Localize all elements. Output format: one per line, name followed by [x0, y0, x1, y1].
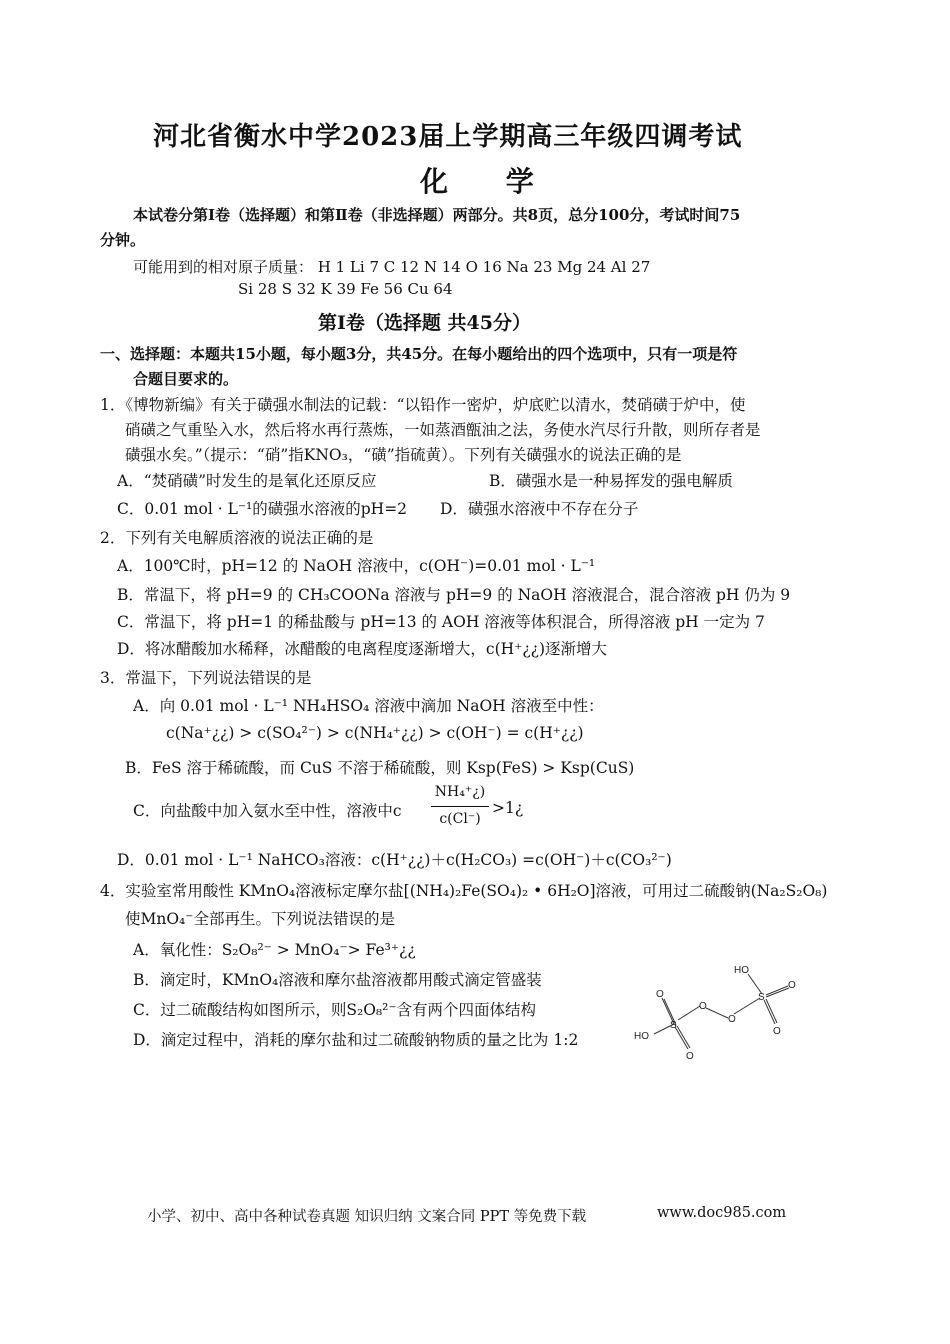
subject-title: 化 学: [420, 165, 558, 198]
q3-option-c-numerator: NH₄⁺¿): [434, 784, 486, 800]
q2-stem: 2．下列有关电解质溶液的说法正确的是: [100, 529, 374, 547]
section-instructions-line-1: 一、选择题：本题共15小题，每小题3分，共45分。在每小题给出的四个选项中，只有一项是符: [100, 345, 738, 363]
exam-title: 河北省衡水中学2023届上学期高三年级四调考试: [153, 122, 743, 152]
q3-option-c-prefix: C．向盐酸中加入氨水至中性，溶液中c: [133, 802, 402, 820]
peroxydisulfuric-acid-structure: [632, 962, 802, 1062]
q1-option-c: C．0.01 mol · L⁻¹的磺强水溶液的pH=2: [117, 500, 408, 518]
q3-stem: 3．常温下，下列说法错误的是: [100, 669, 312, 687]
structure-label-o-peroxide-1: O: [699, 1001, 707, 1012]
structure-label-o-peroxide-2: O: [728, 1014, 736, 1025]
structure-label-o-4: O: [773, 1026, 781, 1037]
q3-option-b: B．FeS 溶于稀硫酸，而 CuS 不溶于稀硫酸，则 Ksp(FeS) > Ksp(CuS): [125, 759, 635, 777]
q3-option-a: A．向 0.01 mol · L⁻¹ NH₄HSO₄ 溶液中滴加 NaOH 溶液至中性：: [133, 697, 604, 715]
atomic-masses-line-2: Si 28 S 32 K 39 Fe 56 Cu 64: [238, 280, 453, 298]
q3-option-c-denominator: c(Cl⁻): [439, 811, 481, 827]
q1-stem-line-1: 1．《博物新编》有关于磺强水制法的记载：“以铅作一密炉，炉底贮以清水，焚硝磺于炉中，使: [100, 396, 746, 414]
q4-option-a: A．氧化性：S₂O₈²⁻ > MnO₄⁻> Fe³⁺¿¿: [133, 941, 416, 959]
q3-fraction-bar: [431, 806, 489, 807]
q4-stem-line-1: 4．实验室常用酸性 KMnO₄溶液标定摩尔盐[(NH₄)₂Fe(SO₄)₂ • 6H₂O]溶液，可用过二硫酸钠(Na₂S₂O₈): [100, 882, 828, 900]
q3-option-d: D．0.01 mol · L⁻¹ NaHCO₃溶液：c(H⁺¿¿)＋c(H₂CO₃) =c(OH⁻)＋c(CO₃²⁻): [117, 851, 672, 869]
structure-label-s-left: S: [670, 1020, 677, 1031]
q2-option-c: C．常温下，将 pH=1 的稀盐酸与 pH=13 的 AOH 溶液等体积混合，所得溶液 pH 一定为 7: [117, 613, 765, 631]
q1-stem-line-3: 磺强水矣。”（提示：“硝”指KNO₃，“磺”指硫黄）。下列有关磺强水的说法正确的是: [125, 446, 682, 464]
structure-label-o-3: O: [788, 980, 796, 991]
intro-line-2: 分钟。: [100, 231, 146, 249]
footer-text: 小学、初中、高中各种试卷真题 知识归纳 文案合同 PPT 等免费下载: [147, 1209, 587, 1225]
structure-label-o-2: O: [686, 1051, 694, 1062]
q4-stem-line-2: 使MnO₄⁻全部再生。下列说法错误的是: [125, 910, 395, 928]
q1-stem-line-2: 硝磺之气重坠入水，然后将水再行蒸炼，一如蒸酒甑油之法，务使水汽尽行升散，则所存者是: [125, 421, 761, 439]
structure-label-o-1: O: [656, 989, 664, 1000]
q2-option-b: B．常温下，将 pH=9 的 CH₃COONa 溶液与 pH=9 的 NaOH 溶液混合，混合溶液 pH 仍为 9: [117, 586, 791, 604]
q3-option-c-suffix: >1¿: [492, 799, 524, 817]
section-instructions-line-2: 合题目要求的。: [133, 370, 239, 388]
structure-label-s-right: S: [758, 992, 765, 1003]
q4-option-b: B．滴定时，KMnO₄溶液和摩尔盐溶液都用酸式滴定管盛装: [133, 971, 542, 989]
q1-option-b: B．磺强水是一种易挥发的强电解质: [489, 472, 733, 490]
footer-link[interactable]: www.doc985.com: [657, 1205, 787, 1221]
q2-option-d: D．将冰醋酸加水稀释，冰醋酸的电离程度逐渐增大，c(H⁺¿¿)逐渐增大: [117, 640, 608, 658]
q4-option-c: C．过二硫酸结构如图所示，则S₂O₈²⁻含有两个四面体结构: [133, 1001, 537, 1019]
q1-option-a: A．“焚硝磺”时发生的是氧化还原反应: [117, 472, 377, 490]
q1-option-d: D．磺强水溶液中不存在分子: [440, 500, 639, 518]
atomic-masses-line-1: 可能用到的相对原子质量： H 1 Li 7 C 12 N 14 O 16 Na 23 Mg 24 Al 27: [133, 258, 651, 276]
structure-label-ho-right: HO: [734, 965, 749, 976]
section-heading: 第Ⅰ卷（选择题 共45分）: [318, 312, 531, 334]
q2-option-a: A．100℃时，pH=12 的 NaOH 溶液中，c(OH⁻)=0.01 mol · L⁻¹: [117, 557, 596, 575]
q4-option-d: D．滴定过程中，消耗的摩尔盐和过二硫酸钠物质的量之比为 1:2: [133, 1031, 579, 1049]
structure-label-ho-left: HO: [634, 1031, 649, 1042]
intro-line-1: 本试卷分第Ⅰ卷（选择题）和第Ⅱ卷（非选择题）两部分。共8页，总分100分，考试时间75: [133, 206, 741, 224]
q3-option-a-equation: c(Na⁺¿¿) > c(SO₄²⁻) > c(NH₄⁺¿¿) > c(OH⁻) = c(H⁺¿¿): [166, 724, 584, 742]
